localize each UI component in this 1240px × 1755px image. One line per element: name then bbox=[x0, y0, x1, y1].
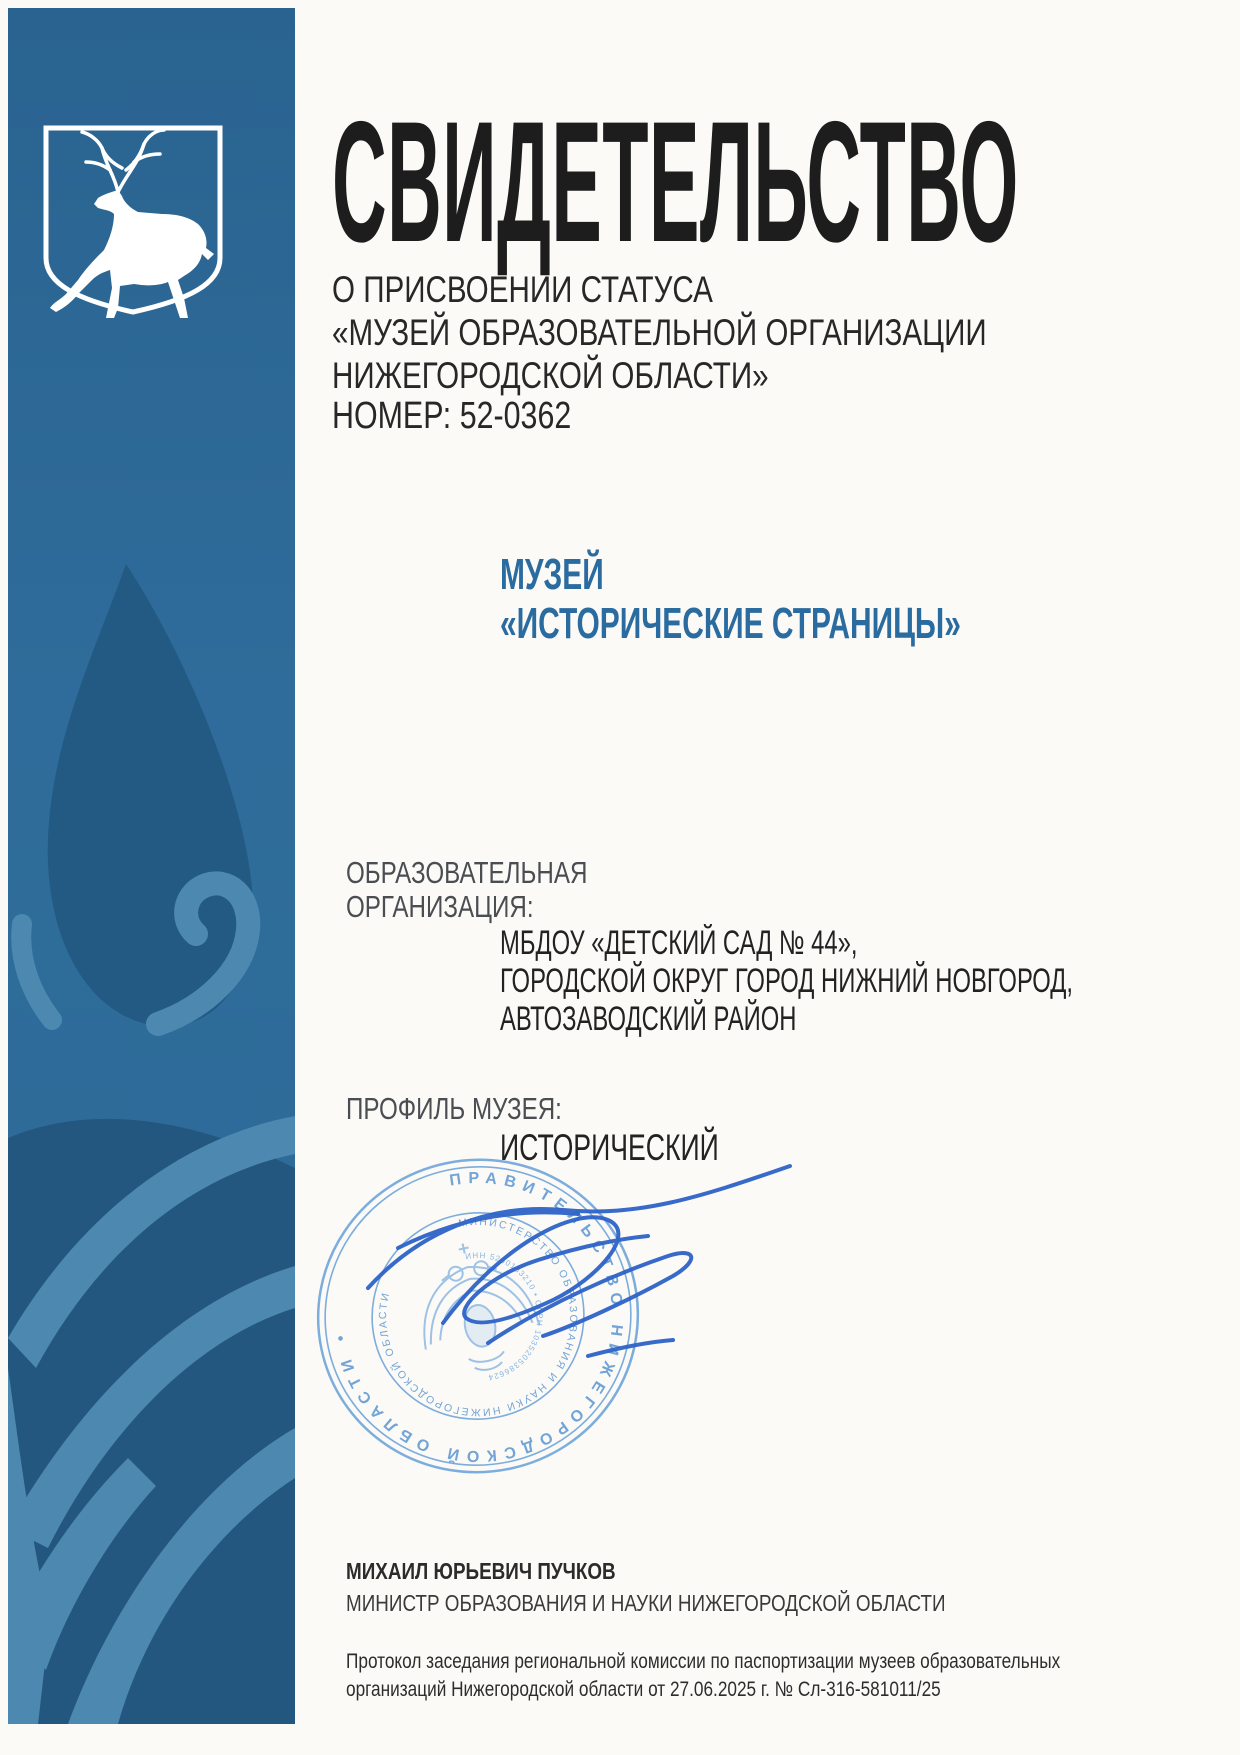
subtitle-line-1: О ПРИСВОЕНИИ СТАТУСА bbox=[332, 269, 713, 310]
certificate-title: СВИДЕТЕЛЬСТВО bbox=[332, 86, 1019, 278]
footer-protocol bbox=[346, 1648, 1060, 1704]
organization-label bbox=[346, 856, 587, 924]
seal-outer-ring-text: ПРАВИТЕЛЬСТВО НИЖЕГОРОДСКОЙ ОБЛАСТИ • bbox=[331, 1169, 626, 1465]
organization-name bbox=[500, 924, 1073, 1038]
signature-icon bbox=[338, 1128, 828, 1378]
organization-label-line-2: ОРГАНИЗАЦИЯ: bbox=[346, 889, 534, 924]
subtitle-line-2: «МУЗЕЙ ОБРАЗОВАТЕЛЬНОЙ ОРГАНИЗАЦИИ bbox=[332, 312, 987, 353]
signer-name: МИХАИЛ ЮРЬЕВИЧ ПУЧКОВ bbox=[346, 1558, 616, 1584]
organization-name-line-3: АВТОЗАВОДСКИЙ РАЙОН bbox=[500, 1000, 797, 1038]
organization-name-line-1: МБДОУ «ДЕТСКИЙ САД № 44», bbox=[500, 924, 858, 962]
profile-value: ИСТОРИЧЕСКИЙ bbox=[500, 1127, 719, 1168]
certificate-number: НОМЕР: 52-0362 bbox=[332, 395, 572, 437]
deer-emblem-icon bbox=[50, 130, 214, 318]
museum-name-line-2: «ИСТОРИЧЕСКИЕ СТРАНИЦЫ» bbox=[500, 599, 961, 648]
museum-name-line-1: МУЗЕЙ bbox=[500, 550, 604, 599]
footer-line-2: организаций Нижегородской области от 27.06.2025 г. № Сл-316-581011/25 bbox=[346, 1678, 941, 1701]
museum-name bbox=[500, 550, 961, 648]
signer-title: МИНИСТР ОБРАЗОВАНИЯ И НАУКИ НИЖЕГОРОДСКОЙ ОБЛАСТИ bbox=[346, 1590, 946, 1616]
profile-label: ПРОФИЛЬ МУЗЕЯ: bbox=[346, 1091, 562, 1126]
seal-inner-ring-text: МИНИСТЕРСТВО ОБРАЗОВАНИЯ И НАУКИ НИЖЕГОРОДСКОЙ ОБЛАСТИ bbox=[377, 1215, 580, 1419]
organization-name-line-2: ГОРОДСКОЙ ОКРУГ ГОРОД НИЖНИЙ НОВГОРОД, bbox=[500, 962, 1074, 1000]
subtitle-line-3: НИЖЕГОРОДСКОЙ ОБЛАСТИ» bbox=[332, 355, 769, 396]
footer-line-1: Протокол заседания региональной комиссии по паспортизации музеев образовательных bbox=[346, 1650, 1061, 1673]
certificate-subtitle bbox=[332, 268, 987, 397]
organization-label-line-1: ОБРАЗОВАТЕЛЬНАЯ bbox=[346, 855, 588, 890]
coat-of-arms bbox=[38, 122, 228, 324]
seal-micro-text: ИНН 5260183210 • ОГРН 1035205386624 bbox=[464, 1250, 545, 1383]
